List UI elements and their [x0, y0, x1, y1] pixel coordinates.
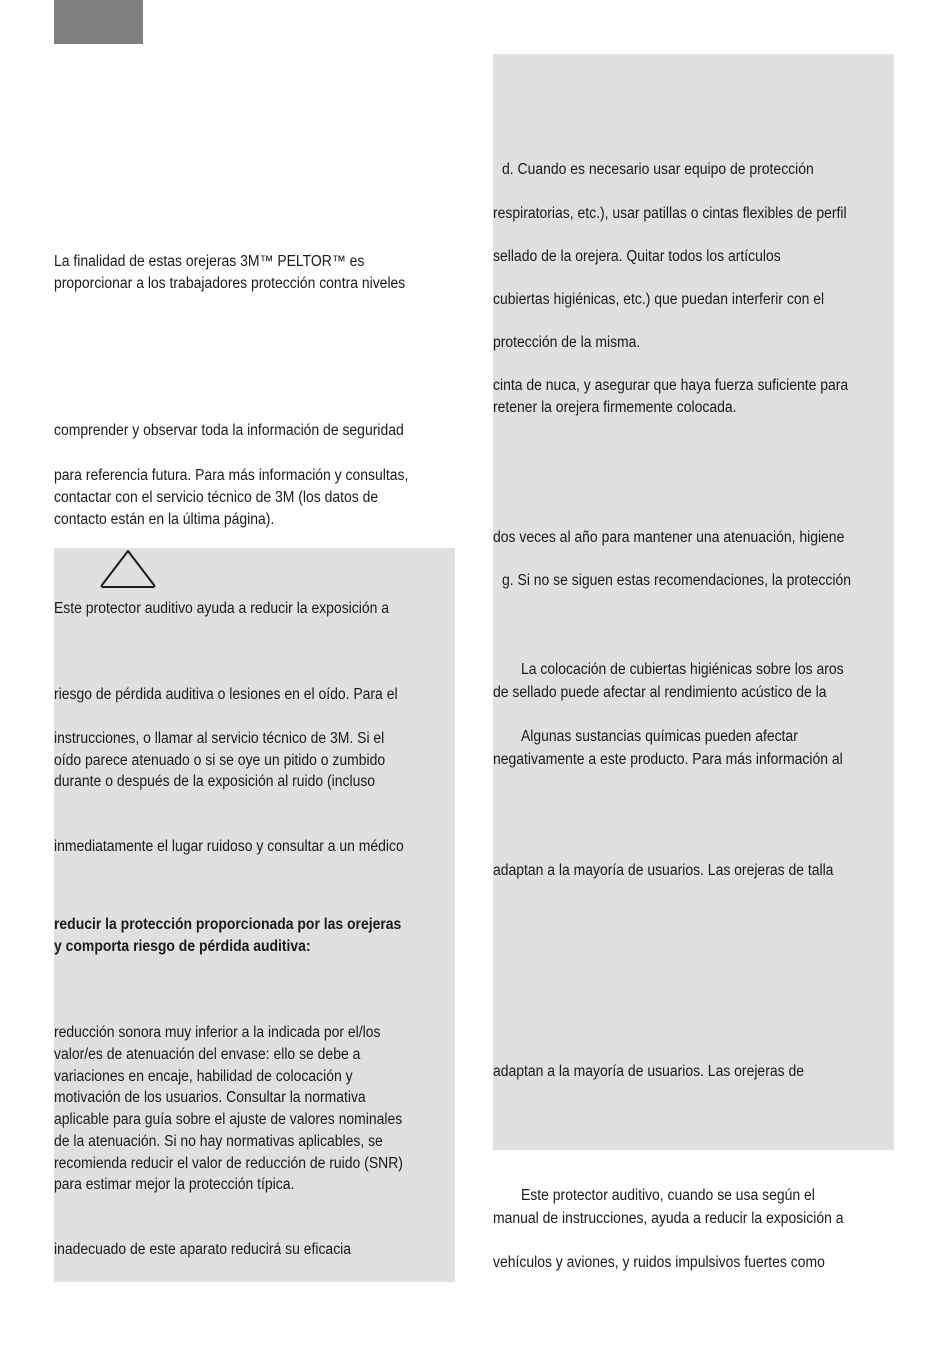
instruction-line: respiratorias, etc.), usar patillas o cintas flexibles de perfil [493, 205, 847, 222]
instruction-line: cubiertas higiénicas, etc.) que puedan interferir con el [493, 291, 825, 308]
warning-bold-line: y comporta riesgo de pérdida auditiva: [54, 938, 311, 955]
protection-line: Este protector auditivo, cuando se usa según el [521, 1187, 815, 1204]
warning-bold-line: reducir la protección proporcionada por las orejeras [54, 916, 402, 933]
warning-line: recomienda reducir el valor de reducción de ruido (SNR) [54, 1155, 403, 1172]
intro-line: proporcionar a los trabajadores protección contra niveles [54, 275, 406, 292]
warning-line: valor/es de atenuación del envase: ello se debe a [54, 1046, 361, 1063]
intro-line: para referencia futura. Para más información y consultas, [54, 467, 409, 484]
instruction-line: dos veces al año para mantener una atenuación, higiene [493, 529, 845, 546]
warning-line: de la atenuación. Si no hay normativas aplicables, se [54, 1133, 383, 1150]
instruction-line: protección de la misma. [493, 334, 641, 351]
warning-line: inadecuado de este aparato reducirá su eficacia [54, 1241, 352, 1258]
warning-line: Este protector auditivo ayuda a reducir la exposición a [54, 600, 389, 617]
instruction-line: Algunas sustancias químicas pueden afectar [521, 728, 798, 745]
warning-triangle-icon [99, 548, 157, 590]
protection-line: vehículos y aviones, y ruidos impulsivos fuertes como [493, 1254, 825, 1271]
intro-line: La finalidad de estas orejeras 3M™ PELTOR™ es [54, 253, 365, 270]
warning-line: para estimar mejor la protección típica. [54, 1176, 295, 1193]
instruction-line: g. Si no se siguen estas recomendaciones, la protección [502, 572, 851, 589]
warning-line: variaciones en encaje, habilidad de colocación y [54, 1068, 353, 1085]
instruction-line: La colocación de cubiertas higiénicas sobre los aros [521, 661, 844, 678]
warning-line: riesgo de pérdida auditiva o lesiones en el oído. Para el [54, 686, 398, 703]
intro-line: comprender y observar toda la información de seguridad [54, 422, 404, 439]
warning-line: aplicable para guía sobre el ajuste de valores nominales [54, 1111, 403, 1128]
warning-line: motivación de los usuarios. Consultar la normativa [54, 1089, 366, 1106]
warning-line: oído parece atenuado o si se oye un pitido o zumbido [54, 752, 386, 769]
instruction-line: sellado de la orejera. Quitar todos los artículos [493, 248, 781, 265]
instruction-line: negativamente a este producto. Para más información al [493, 751, 843, 768]
instruction-line: cinta de nuca, y asegurar que haya fuerza suficiente para [493, 377, 849, 394]
instruction-line: d. Cuando es necesario usar equipo de protección [502, 161, 814, 178]
instruction-line: adaptan a la mayoría de usuarios. Las orejeras de talla [493, 862, 834, 879]
instruction-line: retener la orejera firmemente colocada. [493, 399, 737, 416]
language-tab [54, 0, 143, 44]
intro-line: contactar con el servicio técnico de 3M (los datos de [54, 489, 379, 506]
warning-line: durante o después de la exposición al ruido (incluso [54, 773, 376, 790]
instruction-line: de sellado puede afectar al rendimiento acústico de la [493, 684, 827, 701]
warning-line: inmediatamente el lugar ruidoso y consultar a un médico [54, 838, 404, 855]
warning-line: reducción sonora muy inferior a la indicada por el/los [54, 1024, 381, 1041]
warning-line: instrucciones, o llamar al servicio técnico de 3M. Si el [54, 730, 385, 747]
protection-line: manual de instrucciones, ayuda a reducir la exposición a [493, 1210, 844, 1227]
instruction-line: adaptan a la mayoría de usuarios. Las orejeras de [493, 1063, 804, 1080]
intro-line: contacto están en la última página). [54, 511, 275, 528]
